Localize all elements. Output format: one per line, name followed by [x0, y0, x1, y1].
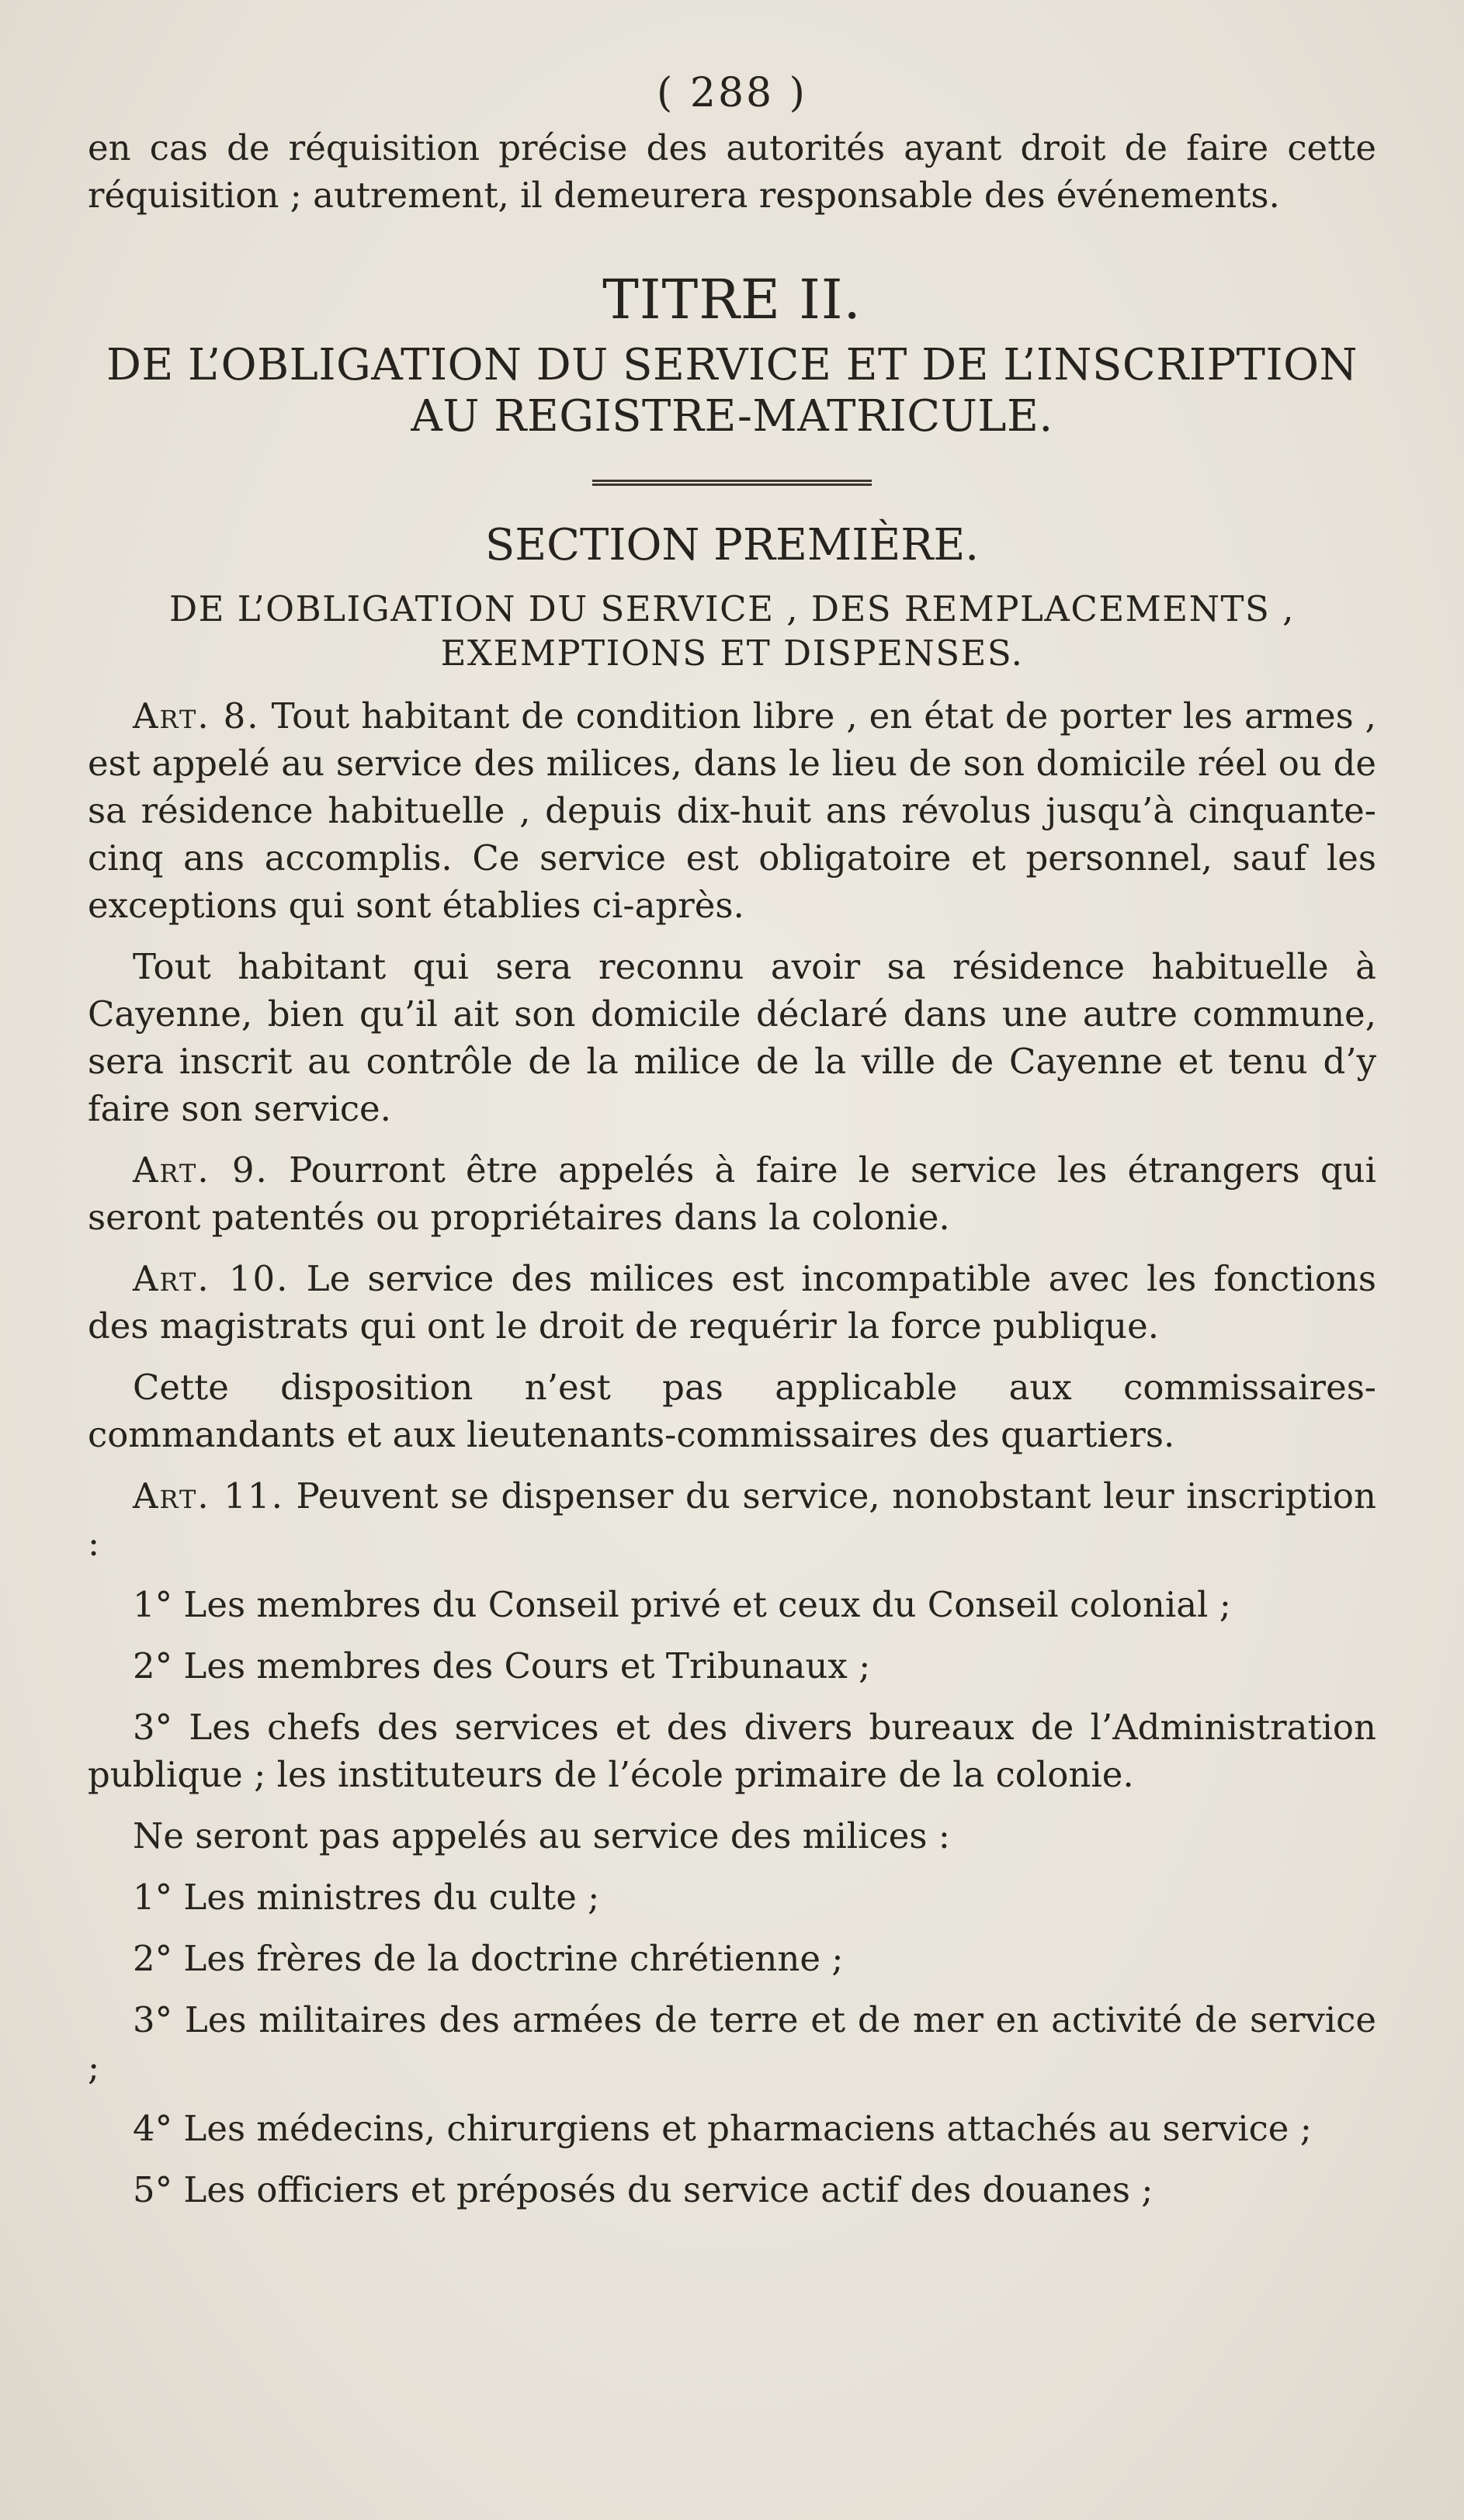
article-8-label: Art. 8.	[133, 695, 260, 737]
article-8	[88, 692, 1376, 929]
page-number: ( 288 )	[657, 70, 807, 116]
article-8-text: Tout habitant de condition libre , en état de porter les armes , est appelé au service des milices, dans le lieu de son domicile réel ou de sa résidence habituelle , depuis dix-huit ans révolus jusqu’à cinquante-cinq ans accomplis. Ce service est obligatoire et personnel, sauf les exceptions qui sont établies ci-après.	[88, 695, 1376, 926]
article-10-label: Art. 10.	[133, 1258, 290, 1299]
article-10-text: Le service des milices est incompatible avec les fonctions des magistrats qui ont le droit de requérir la force publique.	[88, 1258, 1376, 1347]
article-9-label: Art. 9.	[133, 1149, 269, 1191]
article-11-label: Art. 11.	[133, 1475, 284, 1517]
dispense-item-1: 1° Les membres du Conseil privé et ceux du Conseil colonial ;	[133, 1584, 1231, 1625]
exemptions-intro: Ne seront pas appelés au service des milices :	[133, 1815, 950, 1856]
paragraph-disposition: Cette disposition n’est pas applicable aux commissaires-commandants et aux lieutenants-commissaires des quartiers.	[88, 1367, 1376, 1455]
exemption-item-2: 2° Les frères de la doctrine chrétienne ;	[133, 1938, 844, 1979]
section-divider	[592, 480, 872, 486]
intro-paragraph: en cas de réquisition précise des autorités ayant droit de faire cette réquisition ; autrement, il demeurera responsable des événements.	[88, 127, 1376, 216]
exemption-item-1: 1° Les ministres du culte ;	[133, 1877, 600, 1918]
section-subtitle: DE L’OBLIGATION DU SERVICE , DES REMPLACEMENTS , EXEMPTIONS ET DISPENSES.	[169, 588, 1295, 674]
article-11	[88, 1472, 1376, 1567]
article-9-text: Pourront être appelés à faire le service les étrangers qui seront patentés ou propriétaires dans la colonie.	[88, 1149, 1376, 1238]
text-column	[88, 68, 1376, 2213]
article-10	[88, 1255, 1376, 1350]
exemption-item-3: 3° Les militaires des armées de terre et de mer en activité de service ;	[88, 1999, 1376, 2088]
exemption-item-4: 4° Les médecins, chirurgiens et pharmaciens attachés au service ;	[133, 2108, 1312, 2149]
titre-subtitle: DE L’OBLIGATION DU SERVICE ET DE L’INSCRIPTION AU REGISTRE-MATRICULE.	[106, 340, 1358, 442]
dispense-item-3: 3° Les chefs des services et des divers bureaux de l’Administration publique ; les instituteurs de l’école primaire de la colonie.	[88, 1707, 1376, 1795]
titre-heading: TITRE II.	[602, 268, 862, 331]
section-heading: SECTION PREMIÈRE.	[484, 520, 980, 570]
article-11-text: Peuvent se dispenser du service, nonobstant leur inscription :	[88, 1475, 1377, 1564]
dispense-item-2: 2° Les membres des Cours et Tribunaux ;	[133, 1645, 871, 1686]
article-9	[88, 1146, 1376, 1241]
paragraph-cayenne: Tout habitant qui sera reconnu avoir sa résidence habituelle à Cayenne, bien qu’il ait son domicile déclaré dans une autre commune, sera inscrit au contrôle de la milice de la ville de Cayenne et tenu d’y faire son service.	[88, 946, 1376, 1129]
exemption-item-5: 5° Les officiers et préposés du service actif des douanes ;	[133, 2169, 1154, 2210]
